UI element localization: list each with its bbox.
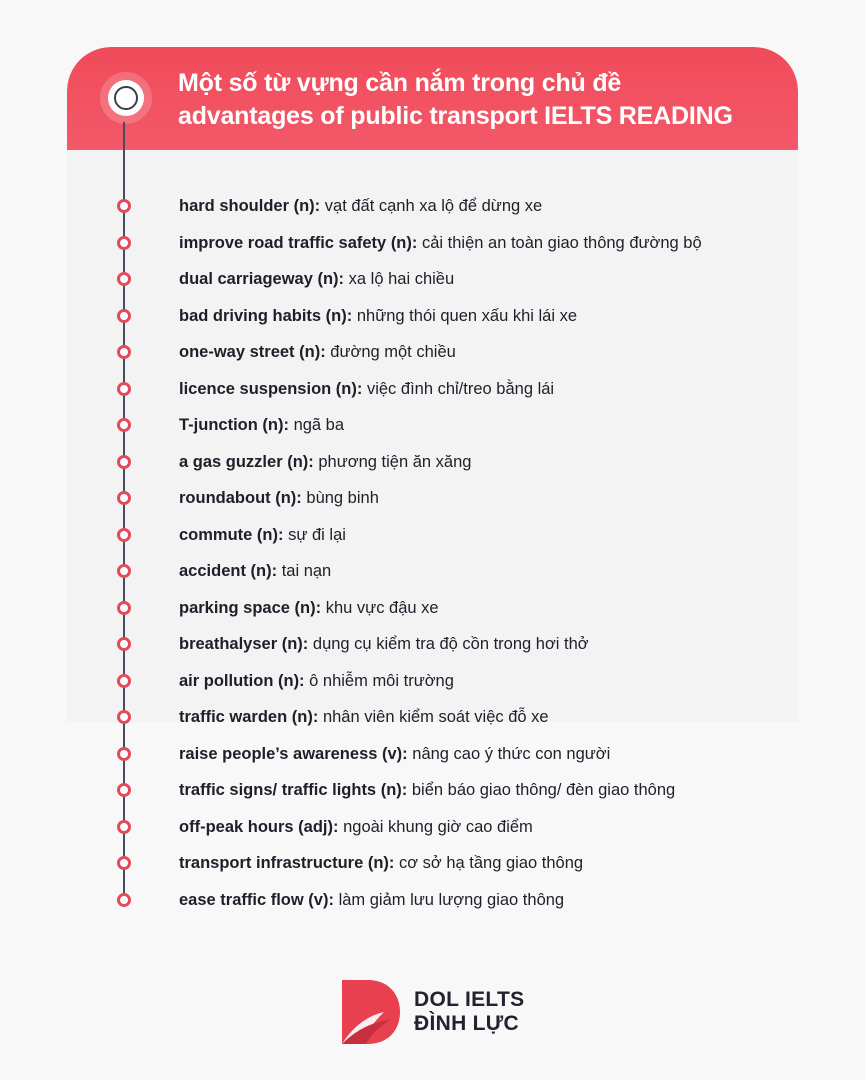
vocab-definition: những thói quen xấu khi lái xe bbox=[356, 306, 578, 325]
vocab-definition: dụng cụ kiểm tra độ cồn trong hơi thở bbox=[312, 635, 589, 653]
list-item bbox=[0, 596, 865, 620]
list-item bbox=[0, 778, 865, 802]
vocab-entry bbox=[179, 304, 577, 328]
logo-line-2: ĐÌNH LỰC bbox=[414, 1012, 519, 1035]
vocab-entry bbox=[179, 742, 610, 766]
timeline-dot-icon bbox=[117, 674, 131, 688]
vocab-definition: ngã ba bbox=[293, 416, 345, 434]
brand-logo bbox=[340, 976, 540, 1048]
vocab-entry bbox=[179, 669, 454, 693]
list-item bbox=[0, 559, 865, 583]
vocab-term: dual carriageway (n): bbox=[179, 270, 345, 288]
card-header bbox=[67, 47, 798, 150]
list-item bbox=[0, 304, 865, 328]
vocab-term: improve road traffic safety (n): bbox=[179, 233, 418, 252]
list-item bbox=[0, 851, 865, 875]
vocab-entry bbox=[179, 413, 344, 437]
title-line-1: Một số từ vựng cần nắm trong chủ đề bbox=[178, 69, 622, 97]
vocab-term: a gas guzzler (n): bbox=[179, 452, 314, 471]
vocab-definition: sự đi lại bbox=[288, 525, 346, 544]
vocab-term: traffic signs/ traffic lights (n): bbox=[179, 781, 408, 799]
vocab-definition: tai nạn bbox=[281, 562, 332, 580]
dol-logo-icon bbox=[340, 976, 402, 1046]
vocab-term: parking space (n): bbox=[179, 598, 322, 617]
vocab-term: T-junction (n): bbox=[179, 416, 289, 434]
list-item bbox=[0, 413, 865, 437]
list-item bbox=[0, 815, 865, 839]
vocab-entry bbox=[179, 705, 549, 729]
list-item bbox=[0, 669, 865, 693]
vocab-entry bbox=[179, 377, 554, 401]
timeline-dot-icon bbox=[117, 272, 131, 286]
vocab-definition: nâng cao ý thức con người bbox=[412, 744, 611, 763]
list-item bbox=[0, 377, 865, 401]
vocab-entry bbox=[179, 523, 346, 547]
page-title bbox=[178, 67, 788, 133]
timeline-dot-icon bbox=[117, 491, 131, 505]
vocab-entry bbox=[179, 815, 533, 839]
vocab-definition: làm giảm lưu lượng giao thông bbox=[338, 890, 565, 909]
vocab-definition: ngoài khung giờ cao điểm bbox=[343, 817, 533, 836]
vocab-term: breathalyser (n): bbox=[179, 635, 309, 653]
vocab-definition: biển báo giao thông/ đèn giao thông bbox=[411, 781, 676, 799]
list-item bbox=[0, 632, 865, 656]
vocab-entry bbox=[179, 888, 564, 912]
timeline-dot-icon bbox=[117, 893, 131, 907]
list-item bbox=[0, 267, 865, 291]
timeline-dot-icon bbox=[117, 747, 131, 761]
vocab-term: hard shoulder (n): bbox=[179, 197, 321, 215]
vocab-definition: việc đình chỉ/treo bằng lái bbox=[366, 379, 555, 398]
vocab-term: accident (n): bbox=[179, 562, 278, 580]
timeline-dot-icon bbox=[117, 528, 131, 542]
vocab-entry bbox=[179, 559, 331, 583]
vocab-term: transport infrastructure (n): bbox=[179, 854, 395, 872]
vocab-definition: ô nhiễm môi trường bbox=[309, 671, 454, 690]
vocab-definition: phương tiện ăn xăng bbox=[318, 452, 472, 471]
vocab-entry bbox=[179, 486, 379, 510]
vocab-term: ease traffic flow (v): bbox=[179, 890, 334, 909]
title-line-2: advantages of public transport IELTS READING bbox=[178, 102, 733, 130]
vocab-term: one-way street (n): bbox=[179, 343, 326, 361]
vocab-entry bbox=[179, 778, 675, 802]
vocab-entry bbox=[179, 450, 471, 474]
vocab-definition: bùng binh bbox=[306, 489, 379, 507]
vocab-entry bbox=[179, 231, 702, 255]
logo-line-1: DOL IELTS bbox=[414, 988, 525, 1011]
list-item bbox=[0, 231, 865, 255]
list-item bbox=[0, 450, 865, 474]
list-item bbox=[0, 194, 865, 218]
timeline-dot-icon bbox=[117, 382, 131, 396]
logo-text bbox=[414, 988, 524, 1036]
timeline-dot-icon bbox=[117, 601, 131, 615]
timeline-dot-icon bbox=[117, 455, 131, 469]
vocab-term: raise people’s awareness (v): bbox=[179, 744, 408, 763]
vocab-definition: xa lộ hai chiều bbox=[348, 270, 455, 288]
vocab-definition: nhân viên kiểm soát việc đỗ xe bbox=[322, 708, 549, 726]
vocab-term: traffic warden (n): bbox=[179, 708, 319, 726]
circle-icon bbox=[108, 80, 144, 116]
vocab-term: bad driving habits (n): bbox=[179, 306, 353, 325]
list-item bbox=[0, 705, 865, 729]
timeline-dot-icon bbox=[117, 637, 131, 651]
vocab-entry bbox=[179, 851, 583, 875]
timeline-dot-icon bbox=[117, 856, 131, 870]
timeline-dot-icon bbox=[117, 345, 131, 359]
vocab-term: licence suspension (n): bbox=[179, 379, 363, 398]
vocab-entry bbox=[179, 632, 589, 656]
vocab-definition: vạt đất cạnh xa lộ để dừng xe bbox=[324, 197, 543, 215]
timeline-dot-icon bbox=[117, 236, 131, 250]
vocab-definition: đường một chiều bbox=[330, 343, 456, 361]
vocab-definition: cơ sở hạ tầng giao thông bbox=[399, 854, 584, 872]
timeline-dot-icon bbox=[117, 309, 131, 323]
timeline-dot-icon bbox=[117, 820, 131, 834]
timeline-dot-icon bbox=[117, 710, 131, 724]
header-badge bbox=[100, 72, 152, 124]
vocab-entry bbox=[179, 596, 439, 620]
timeline-dot-icon bbox=[117, 199, 131, 213]
vocab-term: air pollution (n): bbox=[179, 671, 305, 690]
list-item bbox=[0, 888, 865, 912]
vocab-entry bbox=[179, 194, 542, 218]
list-item bbox=[0, 340, 865, 364]
vocab-definition: khu vực đậu xe bbox=[325, 598, 439, 617]
vocab-term: commute (n): bbox=[179, 525, 284, 544]
timeline-dot-icon bbox=[117, 564, 131, 578]
list-item bbox=[0, 742, 865, 766]
vocab-term: roundabout (n): bbox=[179, 489, 302, 507]
timeline-dot-icon bbox=[117, 418, 131, 432]
vocab-term: off-peak hours (adj): bbox=[179, 817, 339, 836]
list-item bbox=[0, 486, 865, 510]
timeline-dot-icon bbox=[117, 783, 131, 797]
vocab-definition: cải thiện an toàn giao thông đường bộ bbox=[421, 233, 702, 252]
list-item bbox=[0, 523, 865, 547]
vocab-entry bbox=[179, 340, 456, 364]
vocab-entry bbox=[179, 267, 454, 291]
